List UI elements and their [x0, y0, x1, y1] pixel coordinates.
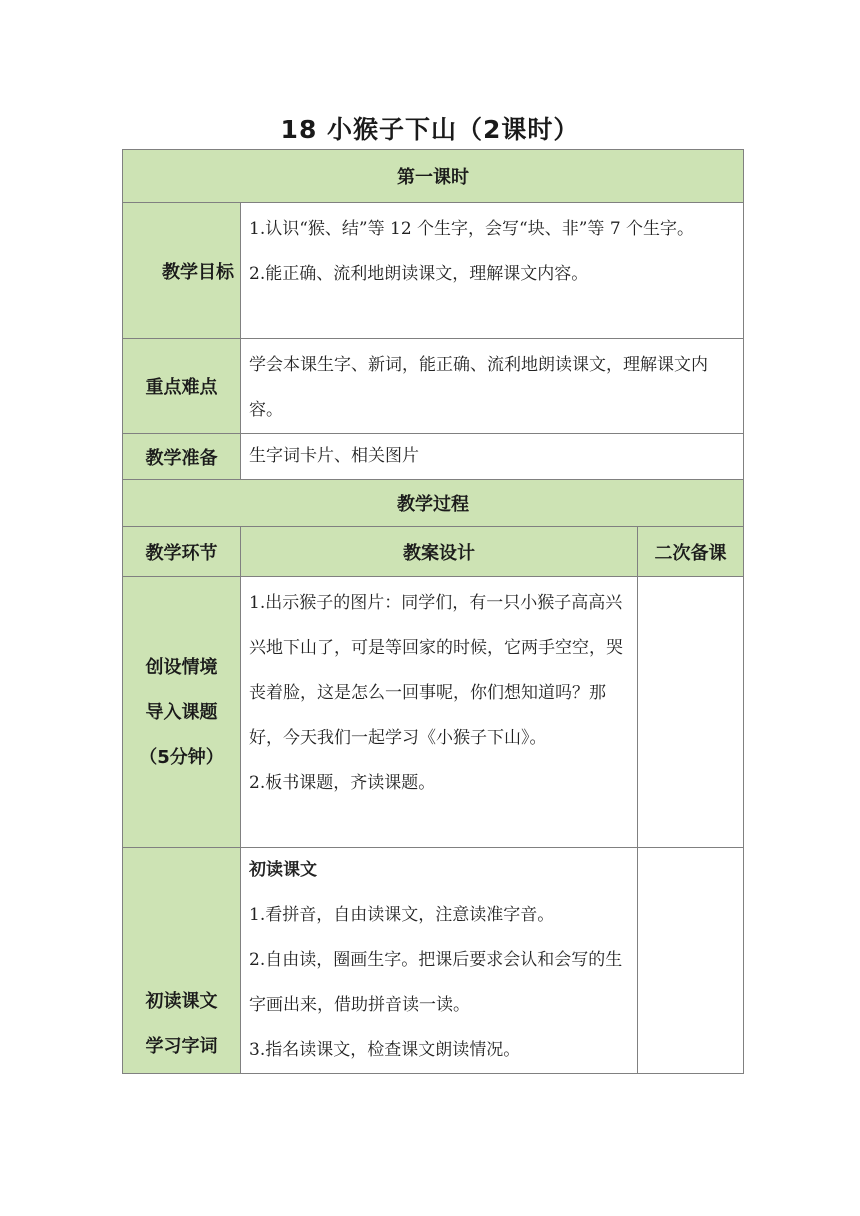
step-design-line: 2.自由读，圈画生字。把课后要求会认和会写的生字画出来，借助拼音读一读。: [249, 950, 623, 1015]
step-notes: [638, 848, 744, 1074]
step-design-line: 1.看拼音，自由读课文，注意读准字音。: [249, 905, 555, 925]
goals-line: 1.认识“猴、结”等 12 个生字，会写“块、非”等 7 个生字。: [249, 219, 695, 239]
step-label: [123, 577, 241, 848]
step-design-line: 2.板书课题，齐读课题。: [249, 773, 436, 793]
prep-text: 生字词卡片、相关图片: [249, 446, 419, 466]
step-design: [241, 848, 638, 1074]
first-lesson-row: [123, 150, 744, 203]
goals-content: [241, 203, 744, 339]
goals-label: 教学目标: [123, 203, 241, 339]
keypoints-text: 学会本课生字、新词，能正确、流利地朗读课文，理解课文内容。: [249, 355, 708, 420]
column-header-notes: 二次备课: [638, 527, 744, 577]
column-header-row: [123, 527, 744, 577]
process-row: [123, 480, 744, 527]
step-row: [123, 848, 744, 1074]
step-design-heading: 初读课文: [249, 860, 317, 880]
goals-row: [123, 203, 744, 339]
goals-line: 2.能正确、流利地朗读课文，理解课文内容。: [249, 264, 589, 284]
lesson-plan-table: [122, 149, 744, 1074]
column-header-design: 教案设计: [241, 527, 638, 577]
keypoints-row: [123, 339, 744, 434]
step-design: [241, 577, 638, 848]
prep-content: [241, 434, 744, 480]
step-label-line: 学习字词: [145, 1036, 218, 1057]
step-design-line: 1.出示猴子的图片：同学们，有一只小猴子高高兴兴地下山了，可是等回家的时候，它两手空空，哭丧着脸，这是怎么一回事呢，你们想知道吗？那好，今天我们一起学习《小猴子下山》。: [249, 593, 623, 748]
step-row: [123, 577, 744, 848]
process-header: 教学过程: [123, 480, 744, 527]
step-label-line: 初读课文: [145, 991, 218, 1012]
keypoints-label: 重点难点: [123, 339, 241, 434]
step-label-line: 创设情境: [145, 656, 218, 678]
keypoints-content: [241, 339, 744, 434]
step-label-line: 导入课题: [145, 701, 218, 723]
column-header-stage: 教学环节: [123, 527, 241, 577]
page-title: 18 小猴子下山（2课时）: [280, 115, 580, 144]
step-design-line: 3.指名读课文，检查课文朗读情况。: [249, 1040, 521, 1060]
step-label: [123, 848, 241, 1074]
prep-row: [123, 434, 744, 480]
prep-label: 教学准备: [123, 434, 241, 480]
step-notes: [638, 577, 744, 848]
first-lesson-header: 第一课时: [123, 150, 744, 203]
step-label-line: （5分钟）: [139, 746, 224, 768]
